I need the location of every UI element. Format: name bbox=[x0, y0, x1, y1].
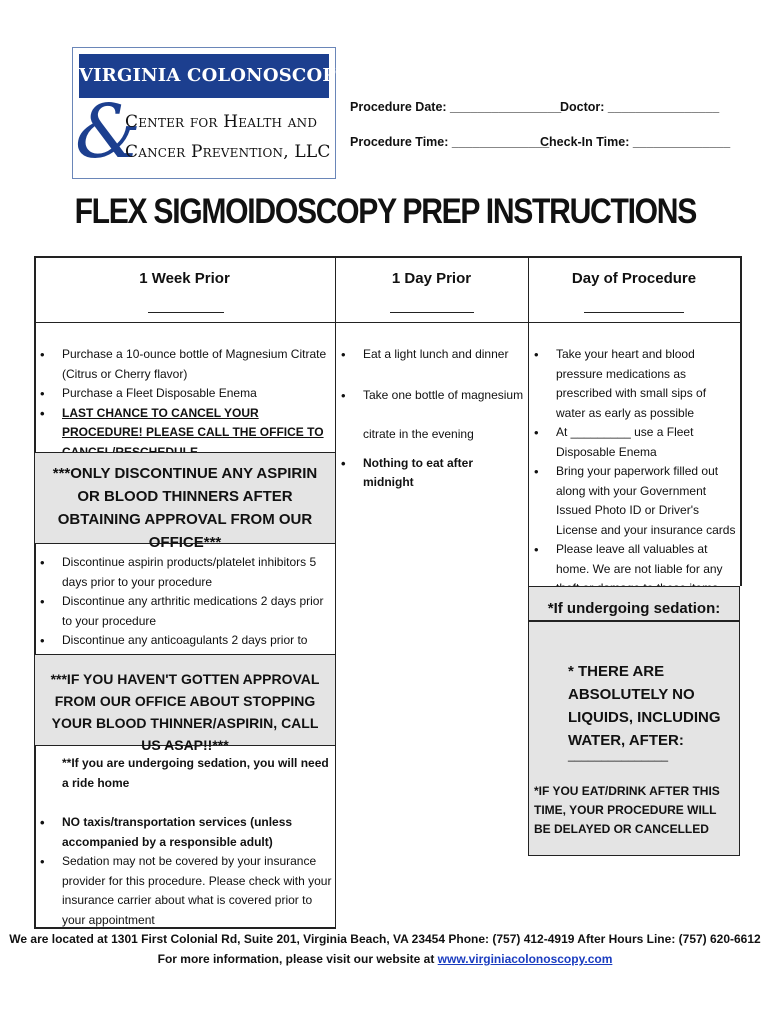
week-prior-list bbox=[40, 345, 332, 462]
list-item: • Discontinue any arthritic medications 2 days prior to your procedure bbox=[40, 592, 332, 631]
list-item: • At _________ use a Fleet Disposable Enema bbox=[534, 423, 738, 462]
medication-list bbox=[40, 553, 332, 670]
logo-line-1: Center for Health and bbox=[125, 112, 318, 132]
list-item: • Bring your paperwork filled out along with your Government Issued Photo ID or Driver's License and your insurance cards bbox=[534, 462, 738, 540]
logo-banner: VIRGINIA COLONOSCOPY bbox=[79, 54, 329, 98]
column-divider-1 bbox=[335, 256, 336, 928]
cutoff-time-blank[interactable]: _______________ bbox=[568, 748, 669, 762]
list-item: • Take one bottle of magnesium citrate in the evening bbox=[341, 376, 525, 454]
heading-day-prior: 1 Day Prior bbox=[391, 270, 472, 287]
list-item: • Eat a light lunch and dinner bbox=[341, 345, 525, 365]
column-divider-2 bbox=[528, 256, 529, 586]
heading-day-of-procedure: Day of Procedure bbox=[571, 270, 697, 287]
footer-info-prefix: For more information, please visit our website at bbox=[157, 952, 438, 966]
list-item: • Discontinue aspirin products/platelet inhibitors 5 days prior to your procedure bbox=[40, 553, 332, 592]
list-item: • Nothing to eat after midnight bbox=[341, 454, 525, 493]
website-link[interactable]: www.virginiacolonoscopy.com bbox=[437, 952, 613, 966]
ride-home-note: **If you are undergoing sedation, you will need a ride home bbox=[62, 756, 329, 790]
heading-underline bbox=[148, 312, 224, 313]
list-item: • NO taxis/transportation services (unless accompanied by a responsible adult) bbox=[40, 813, 332, 852]
footer-website-line bbox=[0, 952, 770, 966]
sedation-list bbox=[40, 813, 332, 930]
table-right-border bbox=[740, 256, 742, 586]
aspirin-warning-text: ***ONLY DISCONTINUE ANY ASPIRIN OR BLOOD THINNERS AFTER OBTAINING APPROVAL FROM OUR OFFICE*** bbox=[52, 465, 318, 551]
delay-warning-text: *IF YOU EAT/DRINK AFTER THIS TIME, YOUR PROCEDURE WILL BE DELAYED OR CANCELLED bbox=[534, 784, 720, 836]
page-title: FLEX SIGMOIDOSCOPY PREP INSTRUCTIONS bbox=[74, 192, 696, 231]
list-item: • Take your heart and blood pressure medications as prescribed with small sips of water as early as possible bbox=[534, 345, 738, 423]
heading-underline bbox=[390, 312, 474, 313]
logo-line-2: Cancer Prevention, LLC bbox=[125, 142, 331, 162]
day-prior-list bbox=[341, 345, 525, 493]
list-item: • Please leave all valuables at home. We are not liable for any bbox=[534, 540, 738, 599]
list-item: • Sedation may not be covered by your insurance provider for this procedure. Please check with your insurance carrier about what is covered prior to your appointment bbox=[40, 852, 332, 930]
list-item: • Purchase a Fleet Disposable Enema bbox=[40, 384, 332, 404]
approval-warning-text: ***IF YOU HAVEN'T GOTTEN APPROVAL FROM OUR OFFICE ABOUT STOPPING YOUR BLOOD THINNER/ASPIRIN, CALL US ASAP!!*** bbox=[50, 671, 320, 753]
table-left-border bbox=[34, 256, 36, 928]
no-liquids-text: * THERE ARE ABSOLUTELY NO LIQUIDS, INCLUDING WATER, AFTER: bbox=[568, 663, 721, 749]
logo-ampersand: & bbox=[75, 89, 141, 175]
doctor-field[interactable]: Doctor: ________________ bbox=[560, 100, 720, 114]
heading-underline bbox=[584, 312, 684, 313]
checkin-time-field[interactable]: Check-In Time: ______________ bbox=[540, 135, 731, 149]
table-header-divider bbox=[34, 322, 741, 323]
list-item: • Discontinue any anticoagulants 2 days prior to bbox=[40, 631, 332, 670]
table-top-border bbox=[34, 256, 741, 258]
procedure-time-field[interactable]: Procedure Time: ______________ bbox=[350, 135, 550, 149]
footer-address: We are located at 1301 First Colonial Rd, Suite 201, Virginia Beach, VA 23454 Phone: (757) 412-4919 After Hours Line: (757) 620-6612 bbox=[9, 932, 761, 946]
sedation-divider bbox=[528, 620, 740, 622]
day-of-procedure-list bbox=[534, 345, 738, 599]
procedure-date-field[interactable]: Procedure Date: ________________ bbox=[350, 100, 562, 114]
list-item: • Purchase a 10-ounce bottle of Magnesium Citrate (Citrus or Cherry flavor) bbox=[40, 345, 332, 384]
heading-week-prior: 1 Week Prior bbox=[139, 270, 230, 287]
clinic-logo bbox=[72, 47, 350, 179]
sedation-heading: *If undergoing sedation: bbox=[547, 600, 721, 617]
list-item: • LAST CHANCE TO CANCEL YOUR PROCEDURE! PLEASE CALL THE OFFICE TO bbox=[40, 404, 332, 463]
